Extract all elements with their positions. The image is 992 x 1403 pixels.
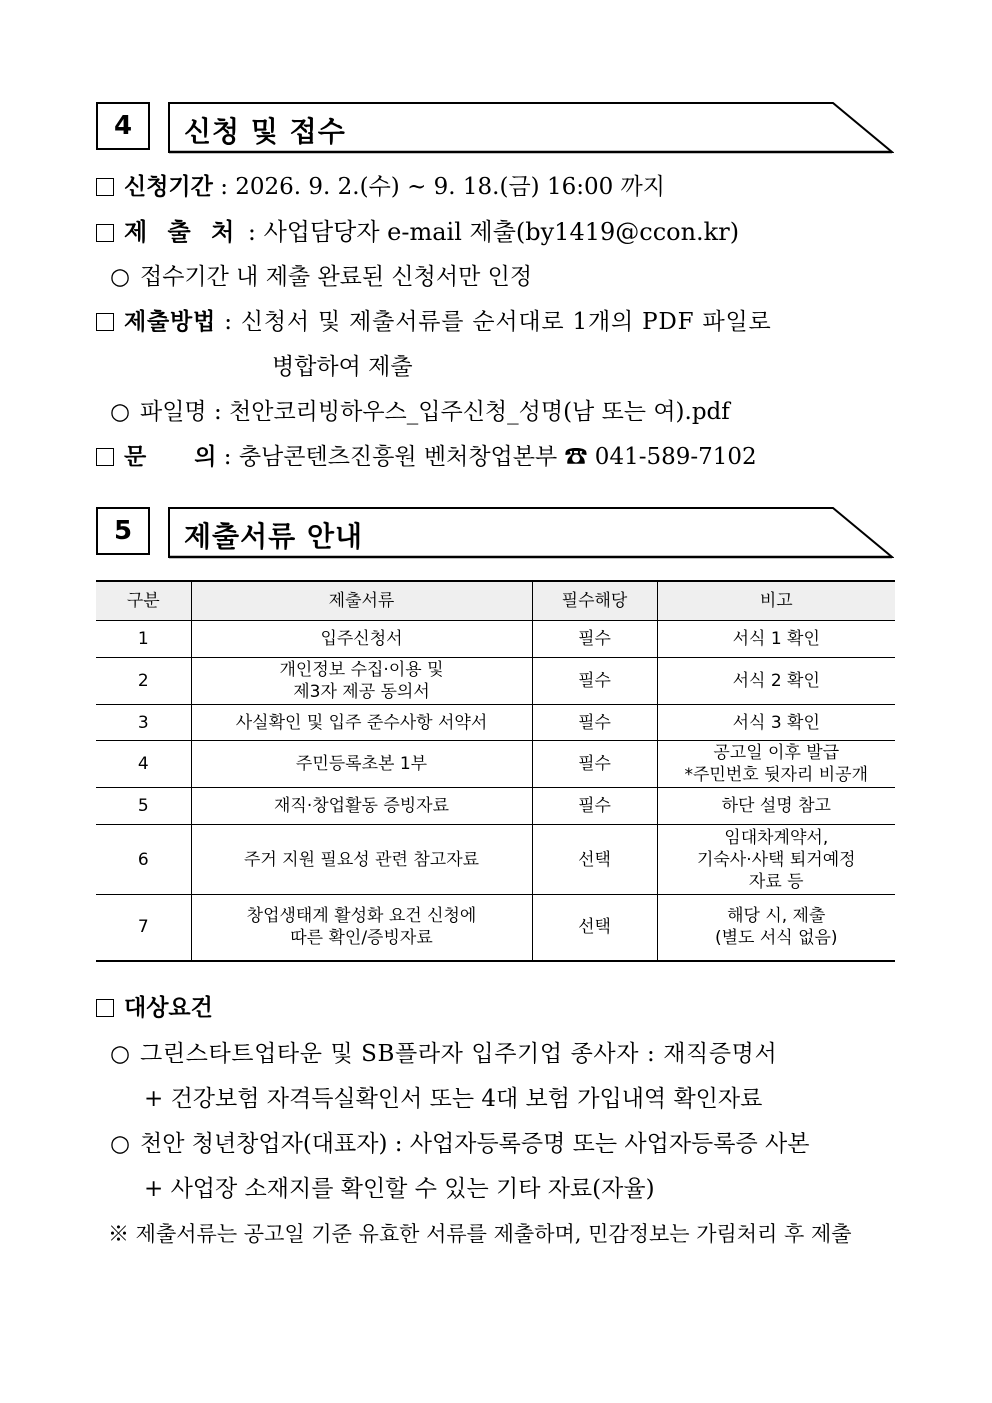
section-4-title: 신청 및 접수	[184, 115, 346, 148]
row-doc: 개인정보 수집·이용 및 제3자 제공 동의서	[191, 658, 532, 705]
header-note: 비고	[657, 581, 895, 621]
table-row	[96, 621, 895, 658]
submit-note-line	[110, 262, 532, 292]
row-no: 2	[96, 658, 191, 705]
row-note: 임대차계약서, 기숙사·사택 퇴거예정 자료 등	[657, 825, 895, 895]
submit-to-line	[96, 217, 739, 247]
submit-to-label: 제 출 처	[124, 217, 241, 246]
row-no: 6	[96, 825, 191, 895]
row-req: 필수	[532, 741, 657, 788]
table-row	[96, 788, 895, 825]
table-row	[96, 658, 895, 705]
section-4-number: 4	[96, 102, 150, 150]
eligibility-item-2-text: 천안 청년창업자(대표자) : 사업자등록증명 또는 사업자등록증 사본	[140, 1131, 810, 1157]
period-value: : 2026. 9. 2.(수) ~ 9. 18.(금) 16:00 까지	[220, 174, 665, 200]
bullet-circle-icon: ○	[110, 1131, 131, 1157]
row-req: 필수	[532, 705, 657, 741]
section-5-title-box	[168, 507, 894, 559]
table-row	[96, 825, 895, 895]
eligibility-item-1-cont: + 건강보험 자격득실확인서 또는 4대 보험 가입내역 확인자료	[144, 1086, 763, 1112]
checkbox-icon	[96, 313, 114, 331]
eligibility-item-1	[110, 1039, 777, 1069]
checkbox-icon	[96, 448, 114, 466]
header-req: 필수해당	[532, 581, 657, 621]
checkbox-icon	[96, 224, 114, 242]
header-no: 구분	[96, 581, 191, 621]
checkbox-icon	[96, 999, 114, 1017]
bullet-circle-icon: ○	[110, 399, 131, 425]
section-4-header	[96, 102, 894, 154]
inquiry-line	[96, 442, 757, 472]
row-note: 공고일 이후 발급 *주민번호 뒷자리 비공개	[657, 741, 895, 788]
row-doc: 사실확인 및 입주 준수사항 서약서	[191, 705, 532, 741]
filename-note: 파일명 : 천안코리빙하우스_입주신청_성명(남 또는 여).pdf	[140, 399, 730, 425]
bullet-circle-icon: ○	[110, 264, 131, 290]
method-value-cont: 병합하여 제출	[272, 354, 413, 380]
row-no: 7	[96, 895, 191, 961]
eligibility-heading	[96, 993, 213, 1023]
row-note: 서식 3 확인	[657, 705, 895, 741]
filename-line	[110, 397, 730, 427]
documents-table	[96, 580, 895, 962]
row-no: 1	[96, 621, 191, 658]
footnote: ※ 제출서류는 공고일 기준 유효한 서류를 제출하며, 민감정보는 가림처리 후 제출	[108, 1222, 852, 1246]
row-note: 서식 2 확인	[657, 658, 895, 705]
row-no: 5	[96, 788, 191, 825]
eligibility-item-1-text: 그린스타트업타운 및 SB플라자 입주기업 종사자 : 재직증명서	[140, 1041, 778, 1067]
inquiry-value: : 충남콘텐츠진흥원 벤처창업본부 ☎ 041-589-7102	[223, 444, 757, 470]
table-row	[96, 895, 895, 961]
method-line	[96, 307, 772, 337]
table-header-row	[96, 581, 895, 621]
method-value: : 신청서 및 제출서류를 순서대로 1개의 PDF 파일로	[224, 309, 772, 335]
row-no: 4	[96, 741, 191, 788]
row-note: 해당 시, 제출 (별도 서식 없음)	[657, 895, 895, 961]
row-req: 필수	[532, 658, 657, 705]
header-doc: 제출서류	[191, 581, 532, 621]
row-req: 필수	[532, 788, 657, 825]
eligibility-item-2-cont: + 사업장 소재지를 확인할 수 있는 기타 자료(자율)	[144, 1176, 655, 1202]
submit-note: 접수기간 내 제출 완료된 신청서만 인정	[140, 264, 533, 290]
row-note: 서식 1 확인	[657, 621, 895, 658]
method-label: 제출방법	[124, 308, 217, 335]
row-note: 하단 설명 참고	[657, 788, 895, 825]
section-5-title: 제출서류 안내	[184, 520, 364, 553]
row-no: 3	[96, 705, 191, 741]
eligibility-item-2	[110, 1129, 809, 1159]
row-doc: 재직·창업활동 증빙자료	[191, 788, 532, 825]
table-row	[96, 741, 895, 788]
period-line	[96, 172, 665, 202]
bullet-circle-icon: ○	[110, 1041, 131, 1067]
section-4-title-box	[168, 102, 894, 154]
row-req: 필수	[532, 621, 657, 658]
row-doc: 주거 지원 필요성 관련 참고자료	[191, 825, 532, 895]
eligibility-label: 대상요건	[124, 994, 213, 1021]
section-5-header	[96, 507, 894, 559]
row-doc: 주민등록초본 1부	[191, 741, 532, 788]
submit-to-value: : 사업담당자 e-mail 제출(by1419@ccon.kr)	[247, 218, 740, 246]
row-req: 선택	[532, 895, 657, 961]
row-req: 선택	[532, 825, 657, 895]
section-5-number: 5	[96, 507, 150, 555]
inquiry-label: 문 의	[124, 443, 217, 470]
period-label: 신청기간	[124, 173, 213, 200]
checkbox-icon	[96, 178, 114, 196]
row-doc: 창업생태계 활성화 요건 신청에 따른 확인/증빙자료	[191, 895, 532, 961]
table-row	[96, 705, 895, 741]
row-doc: 입주신청서	[191, 621, 532, 658]
